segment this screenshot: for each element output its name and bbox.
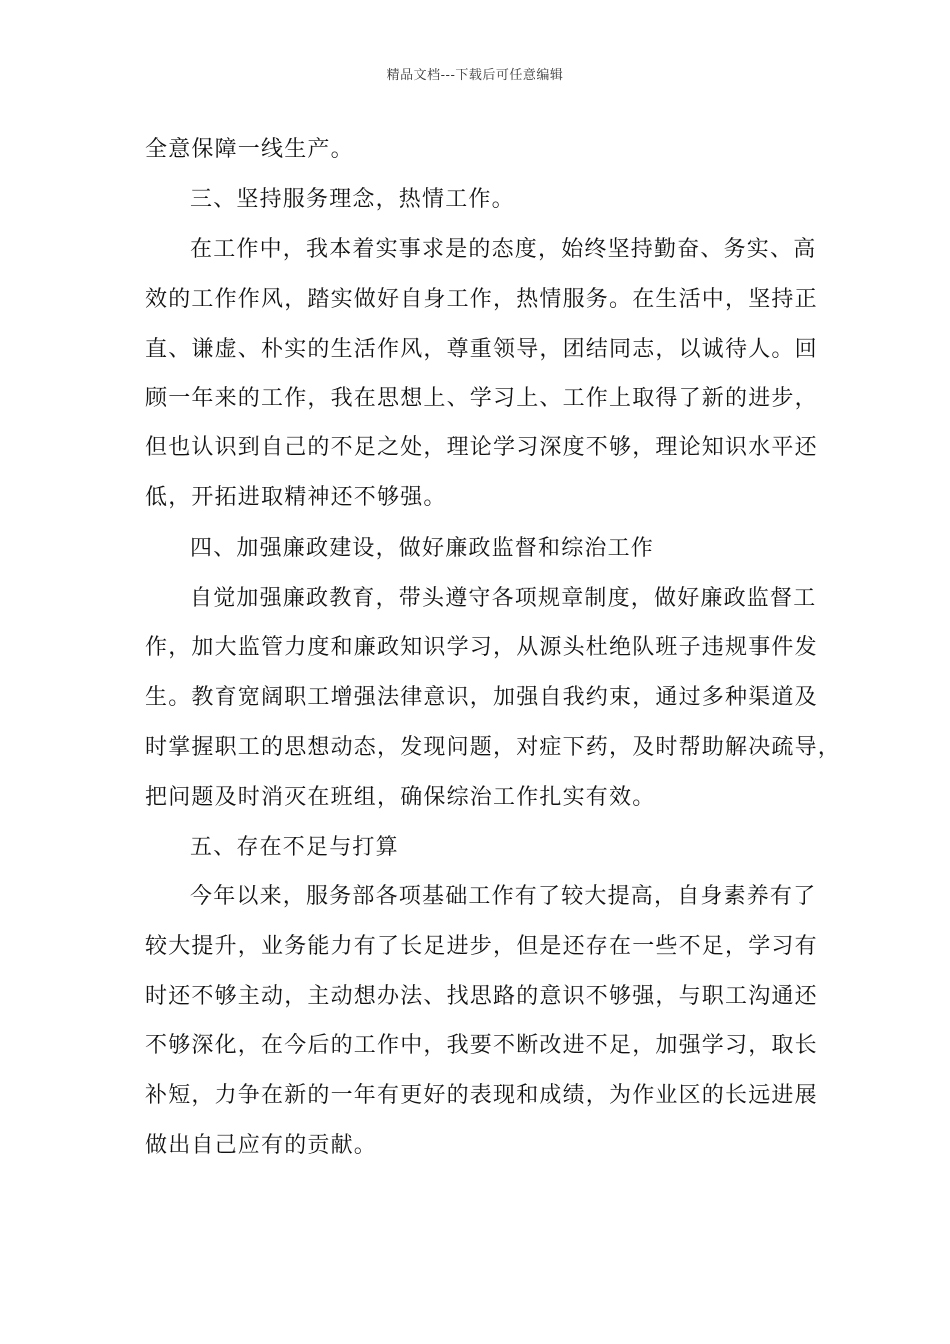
section-heading: 四、加强廉政建设，做好廉政监督和综治工作 bbox=[190, 536, 655, 561]
section-heading: 三、坚持服务理念，热情工作。 bbox=[190, 187, 515, 212]
text-line: 低，开拓进取精神还不够强。 bbox=[145, 485, 447, 510]
text-line: 自觉加强廉政教育，带头遵守各项规章制度，做好廉政监督工 bbox=[190, 586, 817, 611]
text-line: 全意保障一线生产。 bbox=[145, 137, 354, 162]
text-line: 较大提升，业务能力有了长足进步，但是还存在一些不足，学习有 bbox=[145, 934, 818, 959]
text-line: 在工作中，我本着实事求是的态度，始终坚持勤奋、务实、高 bbox=[190, 237, 817, 262]
section-heading: 五、存在不足与打算 bbox=[190, 835, 399, 860]
text-line: 做出自己应有的贡献。 bbox=[145, 1133, 378, 1158]
page-header: 精品文档---下载后可任意编辑 bbox=[386, 68, 564, 83]
text-line: 不够深化，在今后的工作中，我要不断改进不足，加强学习，取长 bbox=[145, 1033, 818, 1058]
text-line: 作，加大监管力度和廉政知识学习，从源头杜绝队班子违规事件发 bbox=[145, 635, 818, 660]
text-line: 今年以来，服务部各项基础工作有了较大提高，自身素养有了 bbox=[190, 884, 817, 909]
text-line: 效的工作作风，踏实做好自身工作，热情服务。在生活中，坚持正 bbox=[145, 287, 818, 312]
text-line: 时还不够主动，主动想办法、找思路的意识不够强，与职工沟通还 bbox=[145, 984, 818, 1009]
text-line: 时掌握职工的思想动态，发现问题，对症下药，及时帮助解决疏导， bbox=[145, 735, 842, 760]
text-line: 顾一年来的工作，我在思想上、学习上、工作上取得了新的进步， bbox=[145, 386, 818, 411]
text-line: 生。教育宽阔职工增强法律意识，加强自我约束，通过多种渠道及 bbox=[145, 685, 818, 710]
text-line: 把问题及时消灭在班组，确保综治工作扎实有效。 bbox=[145, 785, 656, 810]
text-line: 补短，力争在新的一年有更好的表现和成绩，为作业区的长远进展 bbox=[145, 1083, 818, 1108]
text-line: 直、谦虚、朴实的生活作风，尊重领导，团结同志，以诚待人。回 bbox=[145, 337, 818, 362]
text-line: 但也认识到自己的不足之处，理论学习深度不够，理论知识水平还 bbox=[145, 435, 818, 460]
